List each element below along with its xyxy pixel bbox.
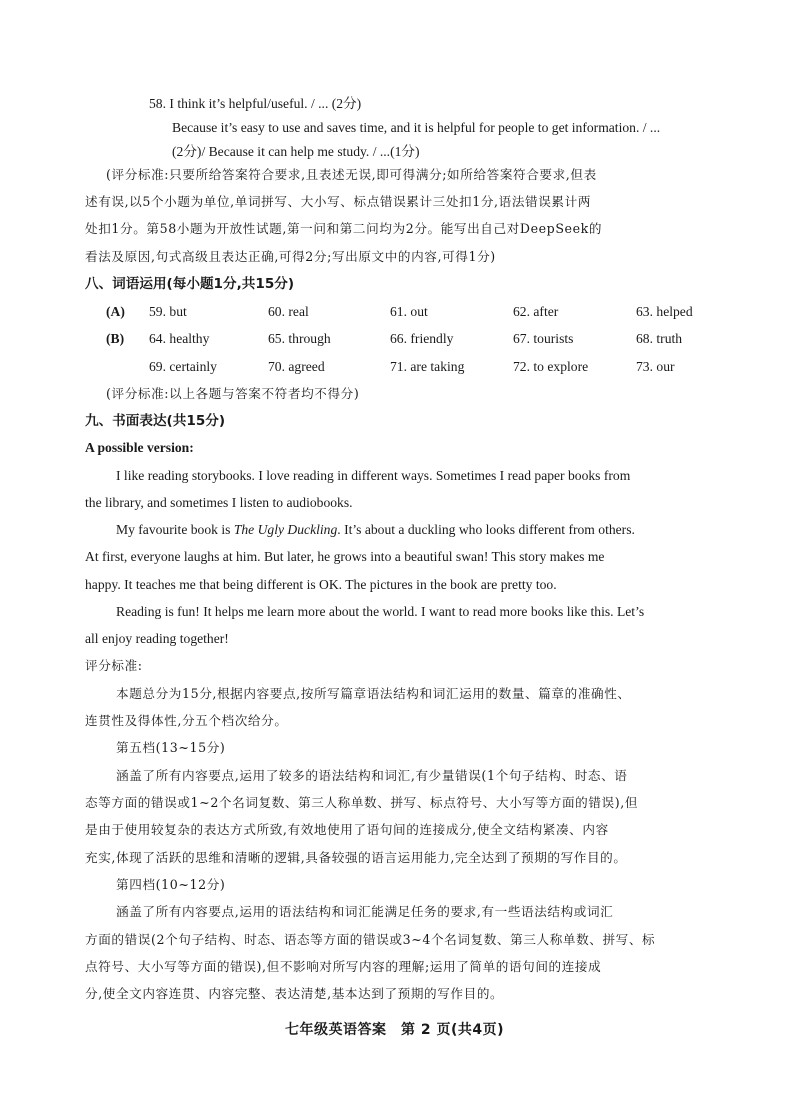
essay-line: happy. It teaches me that being different is OK. The pictures in the book are pretty too. bbox=[85, 577, 557, 592]
criteria-line: 本题总分为15分,根据内容要点,按所写篇章语法结构和词汇运用的数量、篇章的准确性、 bbox=[116, 686, 631, 701]
tier-4-line: 方面的错误(2个句子结构、时态、语态等方面的错误或3~4个名词复数、第三人称单数、拼写、标 bbox=[85, 932, 656, 947]
answer-61: 61. out bbox=[390, 304, 428, 319]
answer-59: 59. but bbox=[149, 304, 187, 319]
essay-line: I like reading storybooks. I love reading in different ways. Sometimes I read paper books from bbox=[116, 468, 631, 483]
answer-71: 71. are taking bbox=[390, 359, 465, 374]
tier-5-line: 涵盖了所有内容要点,运用了较多的语法结构和词汇,有少量错误(1个句子结构、时态、语 bbox=[116, 768, 628, 783]
essay-line: the library, and sometimes I listen to audiobooks. bbox=[85, 495, 353, 510]
essay-line: At first, everyone laughs at him. But later, he grows into a beautiful swan! This story makes me bbox=[85, 549, 605, 564]
possible-version-label: A possible version: bbox=[85, 440, 194, 455]
answer-64: 64. healthy bbox=[149, 331, 210, 346]
scoring-note-line: (评分标准:只要所给答案符合要求,且表述无误,即可得满分;如所给答案符合要求,但表 bbox=[106, 167, 597, 182]
answer-68: 68. truth bbox=[636, 331, 683, 346]
answer-67: 67. tourists bbox=[513, 331, 574, 346]
section-9-heading: 九、书面表达(共15分) bbox=[85, 413, 226, 429]
section-8-note: (评分标准:以上各题与答案不符者均不得分) bbox=[106, 386, 360, 401]
scoring-note-line: 述有误,以5个小题为单位,单词拼写、大小写、标点错误累计三处扣1分,语法错误累计两 bbox=[85, 194, 592, 209]
q58-answer-cont2: (2分)/ Because it can help me study. / ...(1分) bbox=[172, 144, 420, 159]
criteria-title: 评分标准: bbox=[85, 658, 143, 673]
tier-5-line: 态等方面的错误或1~2个名词复数、第三人称单数、拼写、标点符号、大小写等方面的错误),但 bbox=[85, 795, 639, 810]
group-a-label: (A) bbox=[106, 304, 125, 319]
answer-73: 73. our bbox=[636, 359, 675, 374]
tier-4-title: 第四档(10~12分) bbox=[116, 877, 226, 892]
essay-line: Reading is fun! It helps me learn more about the world. I want to read more books like this. Let’s bbox=[116, 604, 645, 619]
page-footer: 七年级英语答案 第 2 页(共4页) bbox=[284, 1022, 505, 1038]
answer-65: 65. through bbox=[268, 331, 331, 346]
criteria-line: 连贯性及得体性,分五个档次给分。 bbox=[85, 713, 288, 728]
answer-60: 60. real bbox=[268, 304, 309, 319]
tier-5-line: 充实,体现了活跃的思维和清晰的逻辑,具备较强的语言运用能力,完全达到了预期的写作目的。 bbox=[85, 850, 627, 865]
tier-4-line: 分,使全文内容连贯、内容完整、表达清楚,基本达到了预期的写作目的。 bbox=[85, 986, 504, 1001]
essay-line: all enjoy reading together! bbox=[85, 631, 229, 646]
answer-72: 72. to explore bbox=[513, 359, 589, 374]
tier-5-line: 是由于使用较复杂的表达方式所致,有效地使用了语句间的连接成分,使全文结构紧凑、内容 bbox=[85, 822, 609, 837]
answer-70: 70. agreed bbox=[268, 359, 325, 374]
answer-62: 62. after bbox=[513, 304, 559, 319]
scoring-note-line: 处扣1分。第58小题为开放性试题,第一问和第二问均为2分。能写出自己对DeepSeek的 bbox=[85, 221, 603, 236]
essay-text: My favourite book is bbox=[116, 522, 234, 537]
tier-5-title: 第五档(13~15分) bbox=[116, 740, 226, 755]
essay-line bbox=[116, 521, 635, 539]
section-8-heading: 八、词语运用(每小题1分,共15分) bbox=[85, 276, 295, 292]
scoring-note-line: 看法及原因,句式高级且表达正确,可得2分;写出原文中的内容,可得1分) bbox=[85, 249, 496, 264]
answer-69: 69. certainly bbox=[149, 359, 217, 374]
q58-answer-cont: Because it’s easy to use and saves time, and it is helpful for people to get information. / ... bbox=[172, 120, 661, 135]
essay-text: . It’s about a duckling who looks different from others. bbox=[337, 522, 635, 537]
answer-66: 66. friendly bbox=[390, 331, 454, 346]
q58-answer: 58. I think it’s helpful/useful. / ... (2分) bbox=[149, 96, 362, 111]
tier-4-line: 涵盖了所有内容要点,运用的语法结构和词汇能满足任务的要求,有一些语法结构或词汇 bbox=[116, 904, 614, 919]
answer-63: 63. helped bbox=[636, 304, 693, 319]
tier-4-line: 点符号、大小写等方面的错误),但不影响对所写内容的理解;运用了简单的语句间的连接成 bbox=[85, 959, 602, 974]
group-b-label: (B) bbox=[106, 331, 125, 346]
book-title: The Ugly Duckling bbox=[233, 522, 338, 537]
